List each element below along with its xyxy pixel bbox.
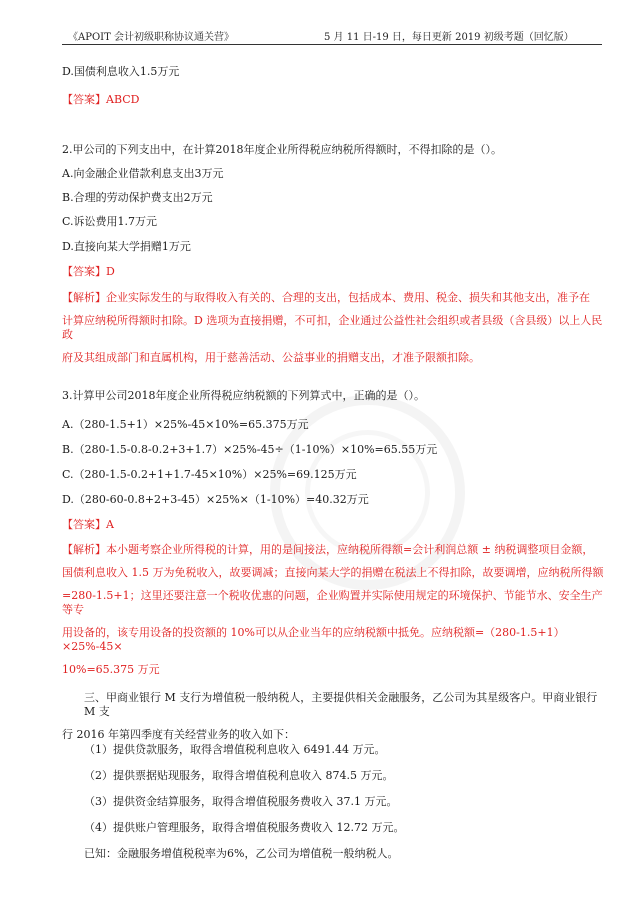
header-title: 《APOIT 会计初级职称协议通关营》: [68, 32, 234, 43]
section3-item-1: （1）提供贷款服务，取得含增值税利息收入 6491.44 万元。: [84, 743, 386, 756]
q3-answer: 【答案】A: [62, 518, 114, 531]
q3-option-b: B.（280-1.5-0.8-0.2+3+1.7）×25%-45÷（1-10%）×10%=65.55万元: [62, 443, 438, 456]
q3-option-a: A.（280-1.5+1）×25%-45×10%=65.375万元: [62, 418, 309, 431]
q2-stem: 2.甲公司的下列支出中，在计算2018年度企业所得税应纳税所得额时，不得扣除的是（）。: [62, 143, 502, 156]
q3-analysis-line: 10%=65.375 万元: [62, 663, 160, 676]
q2-option-a: A.向金融企业借款利息支出3万元: [62, 167, 224, 180]
q1-option-d: D.国债利息收入1.5万元: [62, 65, 180, 78]
q3-option-d: D.（280-60-0.8+2+3-45）×25%×（1-10%）=40.32万元: [62, 493, 369, 506]
q2-analysis-line: 【解析】企业实际发生的与取得收入有关的、合理的支出，包括成本、费用、税金、损失和其他支出，准予在: [62, 291, 590, 304]
q3-analysis-line: 国债利息收入 1.5 万为免税收入，故要调减；直接向某大学的捐赠在税法上不得扣除，故要调增，应纳税所得额: [62, 566, 604, 579]
q2-analysis: [62, 291, 607, 365]
q3-analysis: [62, 543, 607, 677]
q2-option-b: B.合理的劳动保护费支出2万元: [62, 191, 213, 204]
page-header: [62, 26, 602, 45]
q1-answer: 【答案】ABCD: [62, 93, 140, 106]
q2-analysis-line: 计算应纳税所得额时扣除。D 选项为直接捐赠，不可扣，企业通过公益性社会组织或者县级（含县级）以上人民政: [62, 314, 603, 341]
section3-item-4: （4）提供账户管理服务，取得含增值税服务费收入 12.72 万元。: [84, 821, 405, 834]
q3-analysis-line: 【解析】本小题考察企业所得税的计算，用的是间接法，应纳税所得额=会计利润总额 ± 纳税调整项目金额，: [62, 543, 594, 556]
section3-item-3: （3）提供资金结算服务，取得含增值税服务费收入 37.1 万元。: [84, 795, 398, 808]
q2-analysis-line: 府及其组成部门和直属机构，用于慈善活动、公益事业的捐赠支出，才准予限额扣除。: [62, 351, 480, 364]
q3-stem: 3.计算甲公司2018年度企业所得税应纳税额的下列算式中，正确的是（）。: [62, 389, 425, 402]
section3-known: 已知：金融服务增值税税率为6%，乙公司为增值税一般纳税人。: [84, 847, 399, 860]
q3-analysis-line: 用设备的，该专用设备的投资额的 10%可以从企业当年的应纳税额中抵免。应纳税额=（280-1.5+1）×25%-45×: [62, 626, 565, 653]
section3-intro-line: 行 2016 年第四季度有关经营业务的收入如下：: [62, 728, 295, 741]
q2-option-c: C.诉讼费用1.7万元: [62, 215, 158, 228]
section3-intro: [62, 691, 607, 742]
q2-answer: 【答案】D: [62, 265, 115, 278]
header-update-note: 5 月 11 日-19 日，每日更新 2019 初级考题（回忆版）: [324, 32, 574, 43]
q3-analysis-line: =280-1.5+1；这里还要注意一个税收优惠的问题，企业购置并实际使用规定的环境保护、节能节水、安全生产等专: [62, 589, 603, 616]
q3-option-c: C.（280-1.5-0.2+1+1.7-45×10%）×25%=69.125万元: [62, 468, 357, 481]
section3-item-2: （2）提供票据贴现服务，取得含增值税利息收入 874.5 万元。: [84, 769, 394, 782]
q2-option-d: D.直接向某大学捐赠1万元: [62, 240, 191, 253]
section3-intro-line: 三、甲商业银行 M 支行为增值税一般纳税人，主要提供相关金融服务，乙公司为其星级客户。甲商业银行 M 支: [84, 691, 598, 718]
